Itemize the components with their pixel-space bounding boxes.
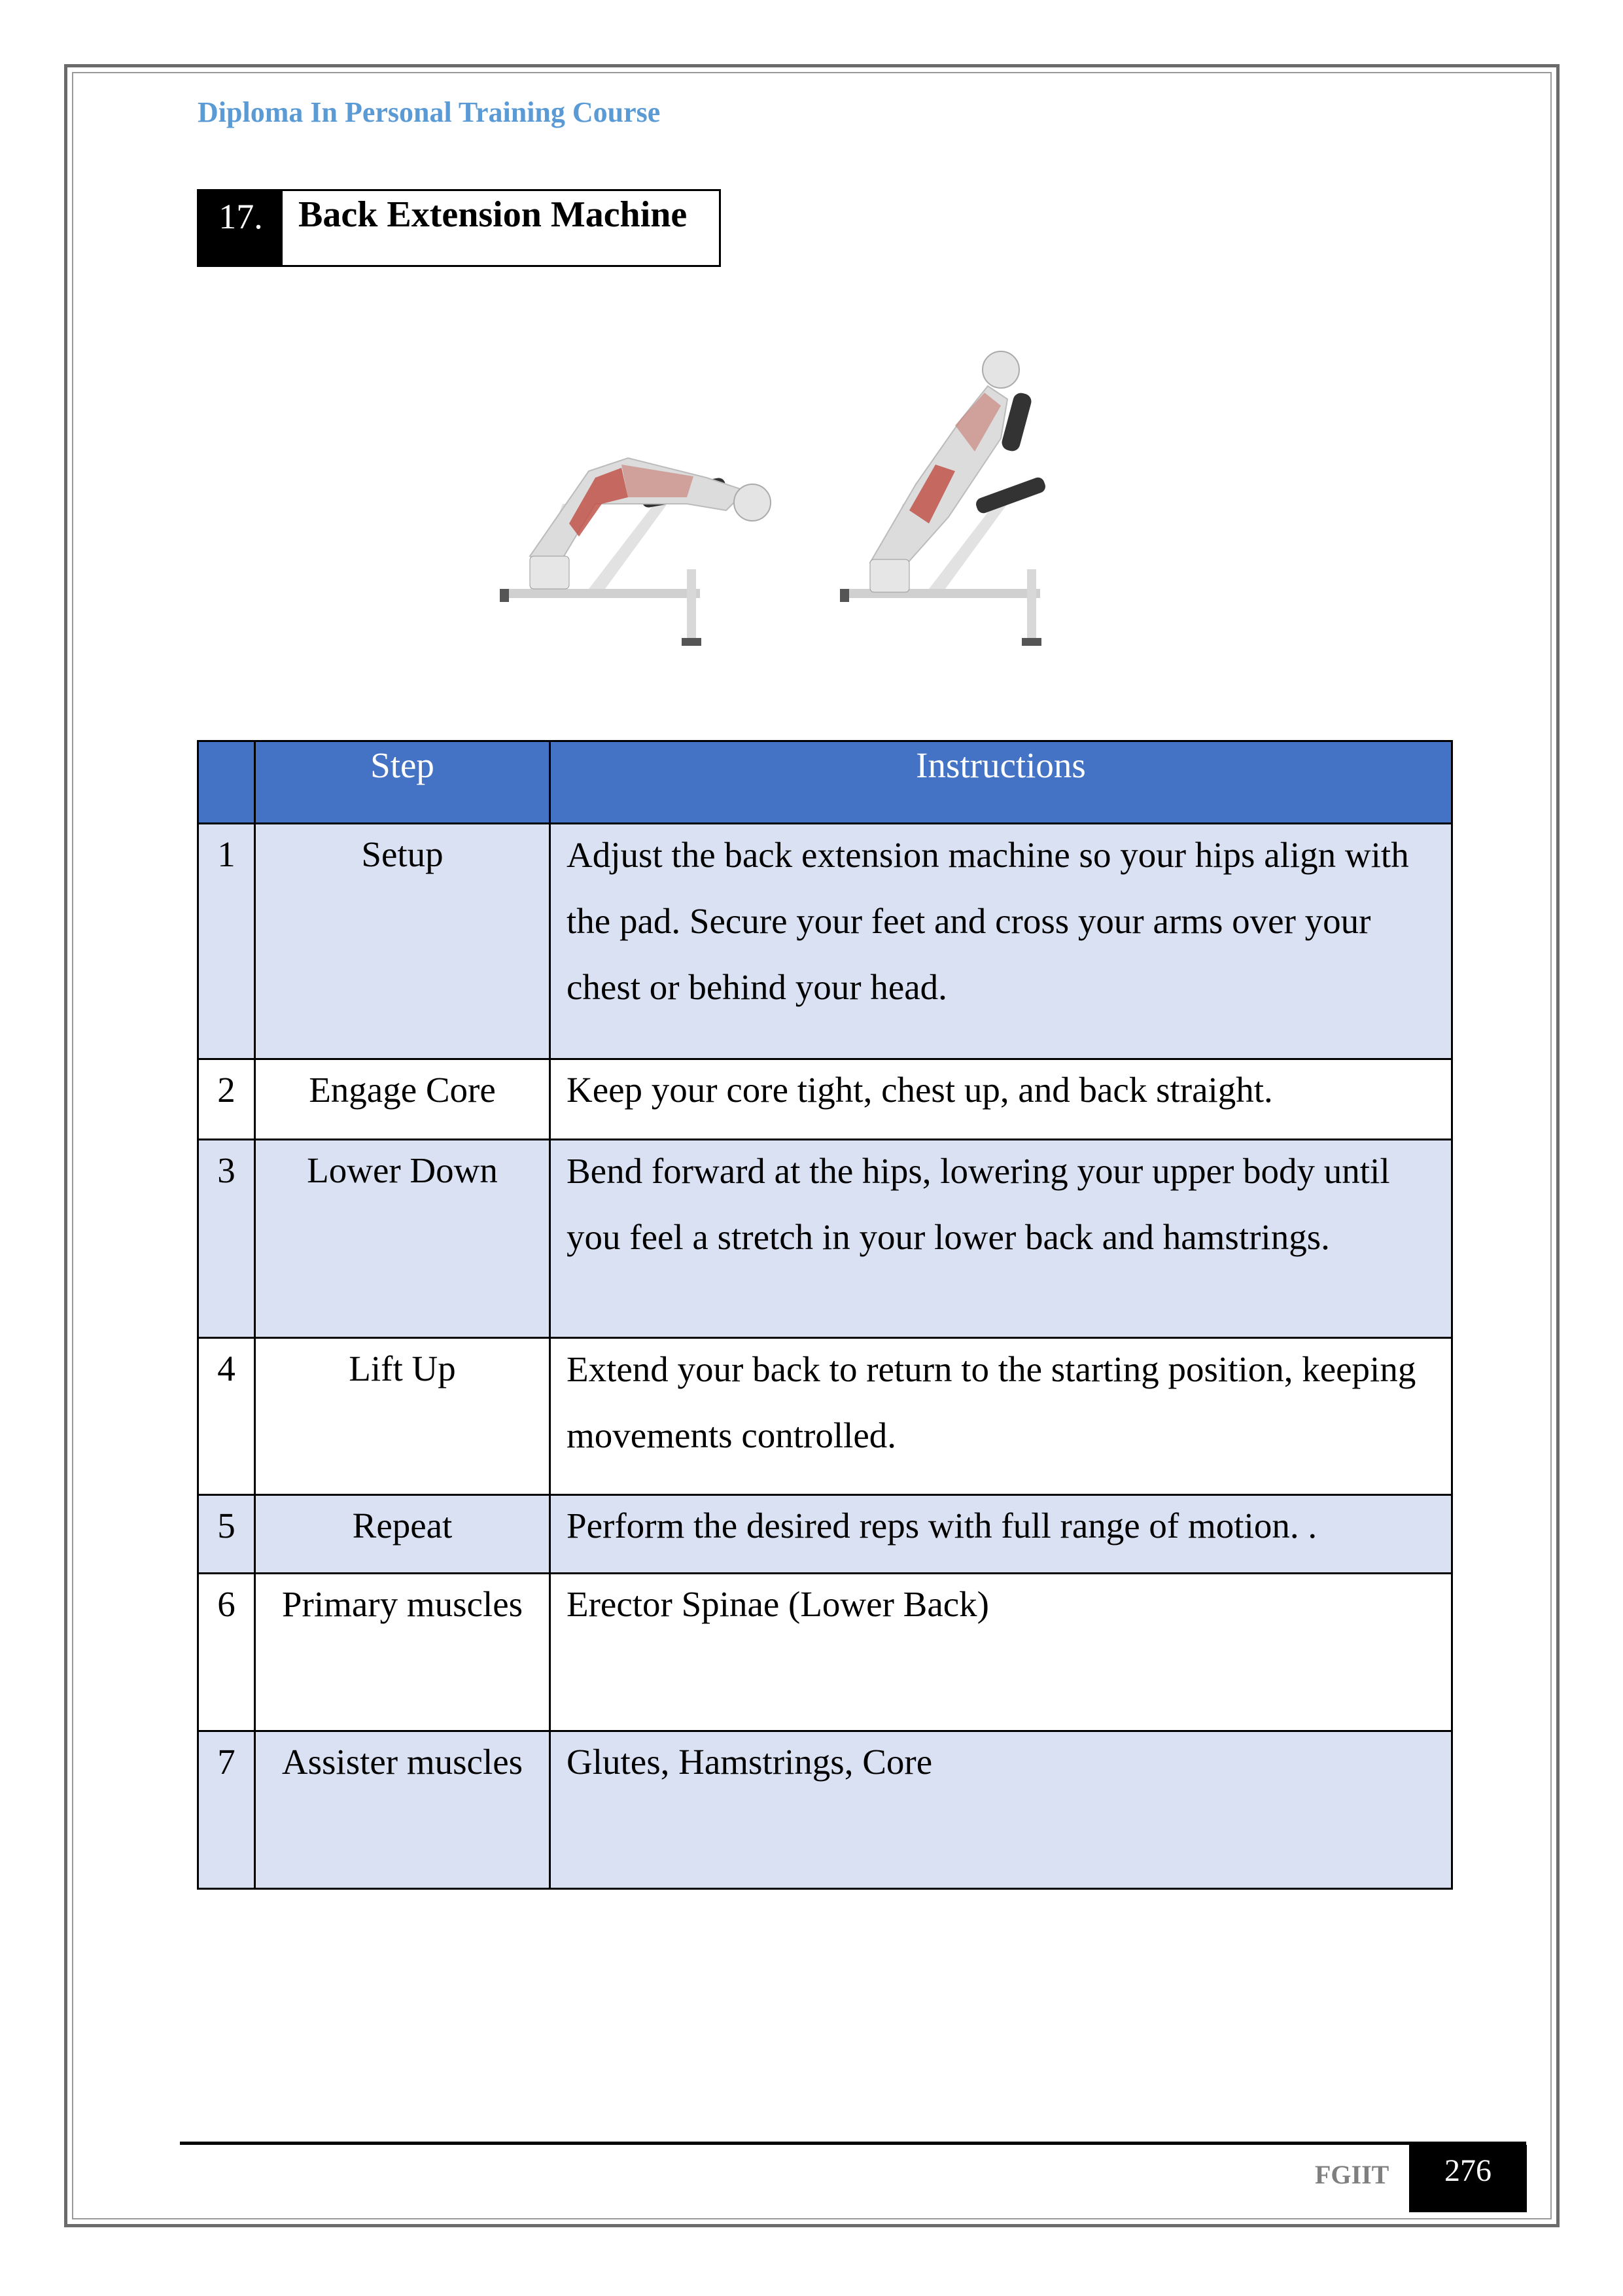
row-number: 1 <box>198 824 255 1059</box>
row-number: 4 <box>198 1338 255 1495</box>
header-instructions: Instructions <box>550 741 1452 824</box>
row-step: Assister muscles <box>255 1731 550 1889</box>
header-step: Step <box>255 741 550 824</box>
row-step: Lift Up <box>255 1338 550 1495</box>
table-row <box>198 1140 1452 1338</box>
row-number: 6 <box>198 1574 255 1731</box>
row-instructions: Extend your back to return to the starting position, keeping movements controlled. <box>567 1349 1416 1455</box>
table-header-row <box>198 741 1452 824</box>
back-extension-exercise-illustration <box>491 308 1119 661</box>
table-row <box>198 824 1452 1059</box>
row-instructions: Adjust the back extension machine so your hips align with the pad. Secure your feet and cross your arms over your chest or behind your head. <box>567 835 1409 1007</box>
table-row <box>198 1731 1452 1889</box>
section-number: 17. <box>199 191 283 265</box>
row-step: Primary muscles <box>255 1574 550 1731</box>
row-instructions: Glutes, Hamstrings, Core <box>567 1742 933 1782</box>
table-row <box>198 1574 1452 1731</box>
figure-lowered <box>500 458 771 646</box>
row-instructions: Erector Spinae (Lower Back) <box>567 1584 989 1624</box>
section-title: Back Extension Machine <box>298 194 688 235</box>
instructions-table <box>197 740 1453 1890</box>
row-number: 3 <box>198 1140 255 1338</box>
section-heading <box>197 189 721 267</box>
row-instructions: Perform the desired reps with full range of motion. . <box>567 1506 1318 1545</box>
row-step: Lower Down <box>255 1140 550 1338</box>
footer-rule <box>180 2142 1526 2145</box>
header-num <box>198 741 255 824</box>
table-row <box>198 1338 1452 1495</box>
row-step: Setup <box>255 824 550 1059</box>
figure-raised <box>840 351 1047 646</box>
row-step: Engage Core <box>255 1059 550 1140</box>
row-step: Repeat <box>255 1495 550 1574</box>
row-number: 2 <box>198 1059 255 1140</box>
table-row <box>198 1059 1452 1140</box>
row-instructions: Bend forward at the hips, lowering your upper body until you feel a stretch in your lower back and hamstrings. <box>567 1151 1390 1257</box>
row-instructions: Keep your core tight, chest up, and back straight. <box>567 1070 1273 1110</box>
course-title: Diploma In Personal Training Course <box>198 96 661 128</box>
row-number: 7 <box>198 1731 255 1889</box>
footer-org: FGIIT <box>1315 2160 1389 2189</box>
page-number: 276 <box>1409 2145 1527 2212</box>
table-row <box>198 1495 1452 1574</box>
row-number: 5 <box>198 1495 255 1574</box>
